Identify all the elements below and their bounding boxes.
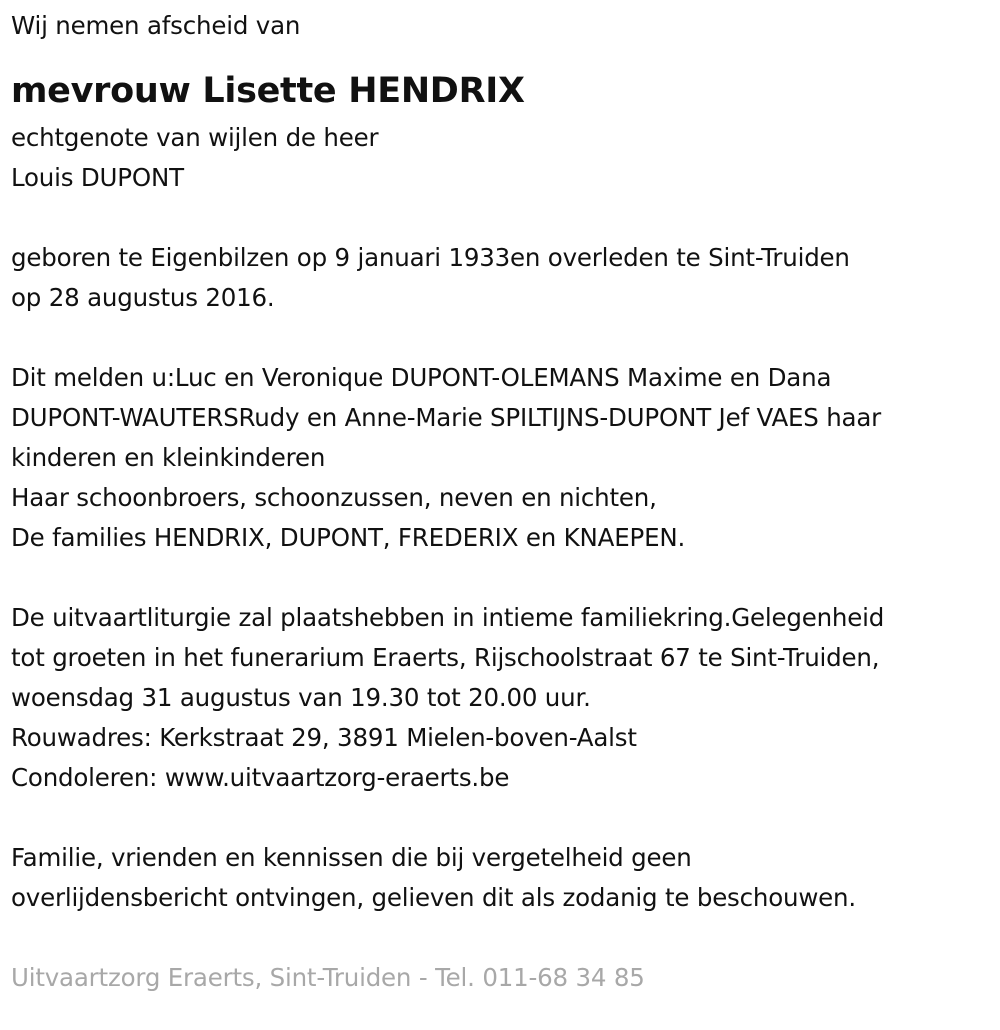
condolence-website: Condoleren: www.uitvaartzorg-eraerts.be — [11, 763, 510, 792]
mourning-address: Rouwadres: Kerkstraat 29, 3891 Mielen-boven-Aalst — [11, 723, 637, 752]
obituary-notice — [11, 0, 993, 998]
funeral-home-footer: Uitvaartzorg Eraerts, Sint-Truiden - Tel. 011-68 34 85 — [11, 963, 645, 992]
family-line: DUPONT-WAUTERSRudy en Anne-Marie SPILTIJNS-DUPONT Jef VAES haar — [11, 403, 882, 432]
funeral-line: woensdag 31 augustus van 19.30 tot 20.00 uur. — [11, 683, 591, 712]
notice-line: overlijdensbericht ontvingen, gelieven dit als zodanig te beschouwen. — [11, 883, 856, 912]
spacer — [11, 198, 993, 238]
intro-text: Wij nemen afscheid van — [11, 11, 301, 40]
family-section — [11, 358, 993, 558]
family-line: kinderen en kleinkinderen — [11, 443, 326, 472]
spacer — [11, 318, 993, 358]
notice-line: Familie, vrienden en kennissen die bij vergetelheid geen — [11, 843, 692, 872]
family-line: De families HENDRIX, DUPONT, FREDERIX en KNAEPEN. — [11, 523, 686, 552]
birth-death-line: geboren te Eigenbilzen op 9 januari 1933en overleden te Sint-Truiden — [11, 243, 850, 272]
funeral-line: De uitvaartliturgie zal plaatshebben in intieme familiekring.Gelegenheid — [11, 603, 885, 632]
deceased-name: mevrouw Lisette HENDRIX — [11, 71, 525, 111]
spouse-line: echtgenote van wijlen de heer — [11, 123, 379, 152]
spouse-name: Louis DUPONT — [11, 163, 184, 192]
family-line: Haar schoonbroers, schoonzussen, neven en nichten, — [11, 483, 657, 512]
funeral-line: tot groeten in het funerarium Eraerts, Rijschoolstraat 67 te Sint-Truiden, — [11, 643, 880, 672]
family-line: Dit melden u:Luc en Veronique DUPONT-OLEMANS Maxime en Dana — [11, 363, 832, 392]
funeral-section — [11, 598, 993, 798]
spacer — [11, 918, 993, 958]
birth-death-line: op 28 augustus 2016. — [11, 283, 275, 312]
birth-death-section — [11, 238, 993, 318]
notice-section — [11, 838, 993, 918]
spacer — [11, 798, 993, 838]
spouse-section — [11, 118, 993, 198]
spacer — [11, 558, 993, 598]
